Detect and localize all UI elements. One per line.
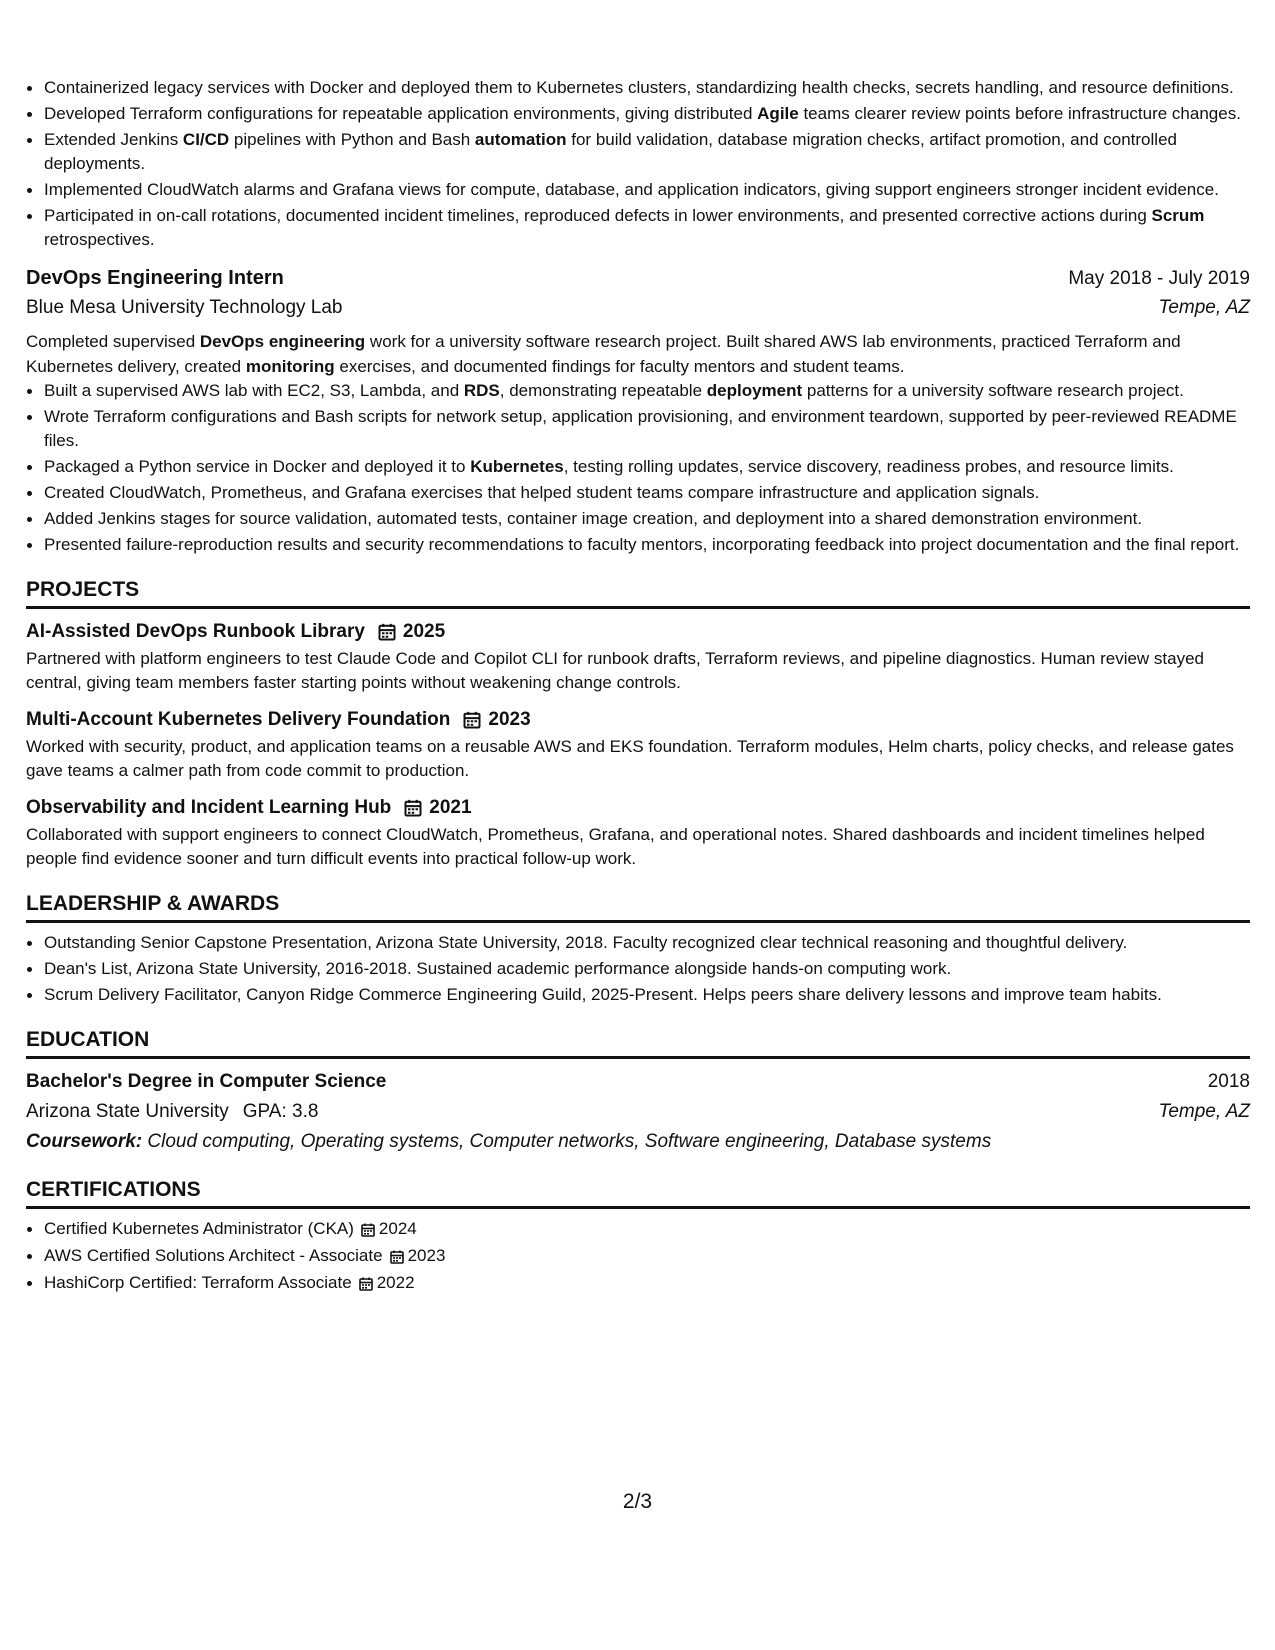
certification-item — [26, 1217, 1250, 1241]
keyword: RDS — [463, 381, 500, 400]
bullet-item: Created CloudWatch, Prometheus, and Grafana exercises that helped student teams compare infrastructure and application signals. — [26, 481, 1250, 505]
coursework — [26, 1127, 1250, 1157]
projects-heading: PROJECTS — [26, 577, 1250, 609]
education-entry — [26, 1067, 1250, 1157]
coursework-list: Cloud computing, Operating systems, Computer networks, Software engineering, Database systems — [147, 1131, 992, 1152]
award-item: Scrum Delivery Facilitator, Canyon Ridge Commerce Engineering Guild, 2025-Present. Helps peers share delivery lessons and improve team habits. — [26, 983, 1250, 1007]
bullet-item: Packaged a Python service in Docker and deployed it to Kubernetes, testing rolling updates, service discovery, readiness probes, and resource limits. — [26, 455, 1250, 479]
project-title-row — [26, 617, 1250, 647]
project-entry — [26, 793, 1250, 871]
certification-year: 2022 — [376, 1273, 415, 1292]
project-title-row — [26, 793, 1250, 823]
gpa: GPA: 3.8 — [242, 1101, 319, 1122]
calendar-icon — [360, 1222, 376, 1238]
calendar-icon — [377, 622, 397, 642]
certification-date — [358, 1273, 415, 1292]
keyword: DevOps engineering — [199, 332, 366, 351]
calendar-icon — [403, 798, 423, 818]
certification-date — [360, 1219, 417, 1238]
education-heading: EDUCATION — [26, 1027, 1250, 1059]
keyword: Scrum — [1151, 206, 1205, 225]
project-title: Observability and Incident Learning Hub — [26, 797, 392, 818]
job-dates: May 2018 - July 2019 — [1068, 268, 1250, 289]
project-title: AI-Assisted DevOps Runbook Library — [26, 621, 365, 642]
bullet-item: Wrote Terraform configurations and Bash scripts for network setup, application provisioning, and environment teardown, supported by peer-reviewed README files. — [26, 405, 1250, 453]
bullet-item: Built a supervised AWS lab with EC2, S3, Lambda, and RDS, demonstrating repeatable deployment patterns for a university software research project. — [26, 379, 1250, 403]
bullet-item: Presented failure-reproduction results and security recommendations to faculty mentors, incorporating feedback into project documentation and the final report. — [26, 533, 1250, 557]
bullet-item: Containerized legacy services with Docker and deployed them to Kubernetes clusters, standardizing health checks, secrets handling, and resource definitions. — [26, 76, 1250, 100]
keyword: CI/CD — [182, 130, 230, 149]
bullet-item: Developed Terraform configurations for repeatable application environments, giving distributed Agile teams clearer review points before infrastructure changes. — [26, 102, 1250, 126]
project-year: 2025 — [402, 621, 446, 642]
page-number: 2/3 — [622, 1490, 653, 1513]
resume-page — [26, 76, 1250, 1298]
previous-job-bullets — [26, 76, 1250, 252]
project-title: Multi-Account Kubernetes Delivery Foundation — [26, 709, 451, 730]
certification-name: HashiCorp Certified: Terraform Associate — [44, 1273, 352, 1292]
calendar-icon — [389, 1249, 405, 1265]
leadership-list — [26, 931, 1250, 1007]
keyword: deployment — [706, 381, 803, 400]
project-entry — [26, 705, 1250, 783]
project-description: Worked with security, product, and application teams on a reusable AWS and EKS foundation. Terraform modules, Helm charts, policy checks, and release gates gave teams a calmer path from code commit to production. — [26, 737, 1234, 780]
award-item: Dean's List, Arizona State University, 2016-2018. Sustained academic performance alongside hands-on computing work. — [26, 957, 1250, 981]
certification-item — [26, 1244, 1250, 1268]
certification-item — [26, 1271, 1250, 1295]
project-title-row — [26, 705, 1250, 735]
certification-name: Certified Kubernetes Administrator (CKA) — [44, 1219, 354, 1238]
certifications-heading: CERTIFICATIONS — [26, 1177, 1250, 1209]
certification-name: AWS Certified Solutions Architect - Associate — [44, 1246, 383, 1265]
leadership-heading: LEADERSHIP & AWARDS — [26, 891, 1250, 923]
job-organization: Blue Mesa University Technology Lab — [26, 297, 343, 318]
coursework-label: Coursework: — [26, 1131, 143, 1152]
keyword: Kubernetes — [470, 457, 564, 476]
job-summary: Completed supervised DevOps engineering work for a university software research project. Built shared AWS lab environments, practiced Terraform and Kubernetes delivery, created monitoring exercises, and documented findings for faculty mentors and student teams. — [26, 332, 1181, 376]
project-description: Partnered with platform engineers to test Claude Code and Copilot CLI for runbook drafts, Terraform reviews, and pipeline diagnostics. Human review stayed central, giving team members faster starting points without weakening change controls. — [26, 649, 1205, 692]
bullet-item: Implemented CloudWatch alarms and Grafana views for compute, database, and application indicators, giving support engineers stronger incident evidence. — [26, 178, 1250, 202]
job-location: Tempe, AZ — [1158, 297, 1250, 318]
degree-year: 2018 — [1207, 1071, 1250, 1092]
job-title: DevOps Engineering Intern — [26, 267, 284, 289]
project-entry — [26, 617, 1250, 695]
certifications-list — [26, 1217, 1250, 1295]
keyword: monitoring — [245, 357, 335, 376]
bullet-item: Added Jenkins stages for source validation, automated tests, container image creation, and deployment into a shared demonstration environment. — [26, 507, 1250, 531]
certification-year: 2024 — [378, 1219, 417, 1238]
project-year: 2021 — [429, 797, 472, 818]
award-item: Outstanding Senior Capstone Presentation, Arizona State University, 2018. Faculty recognized clear technical reasoning and thoughtful delivery. — [26, 931, 1250, 955]
school-line — [26, 1097, 318, 1127]
school-location: Tempe, AZ — [1158, 1101, 1250, 1122]
job-subheader — [26, 293, 1250, 323]
projects-list — [26, 617, 1250, 871]
degree-title: Bachelor's Degree in Computer Science — [26, 1071, 387, 1092]
project-year: 2023 — [488, 709, 531, 730]
certification-date — [389, 1246, 446, 1265]
bullet-item: Participated in on-call rotations, documented incident timelines, reproduced defects in lower environments, and presented corrective actions during Scrum retrospectives. — [26, 204, 1250, 252]
calendar-icon — [358, 1276, 374, 1292]
certification-year: 2023 — [407, 1246, 446, 1265]
calendar-icon — [462, 710, 482, 730]
intern-bullets — [26, 379, 1250, 557]
bullet-item: Extended Jenkins CI/CD pipelines with Python and Bash automation for build validation, database migration checks, artifact promotion, and controlled deployments. — [26, 128, 1250, 176]
school-name: Arizona State University — [26, 1101, 229, 1122]
job-header — [26, 264, 1250, 293]
keyword: automation — [474, 130, 567, 149]
keyword: Agile — [757, 104, 799, 123]
project-description: Collaborated with support engineers to connect CloudWatch, Prometheus, Grafana, and operational notes. Shared dashboards and incident timelines helped people find evidence sooner and turn difficult events into practical follow-up work. — [26, 825, 1205, 868]
